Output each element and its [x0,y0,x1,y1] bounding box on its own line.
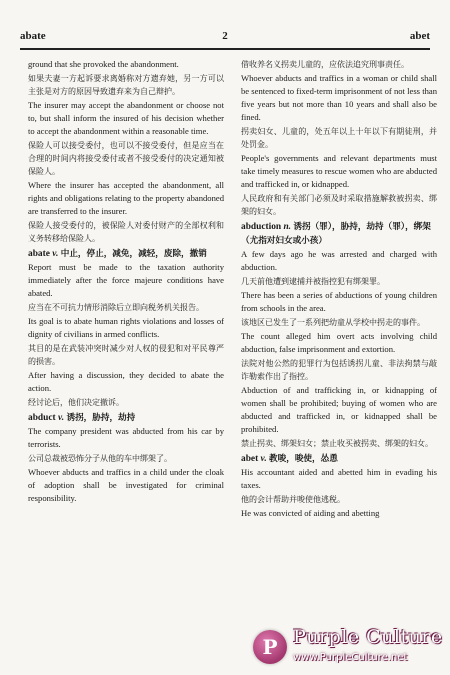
left-column [28,58,224,506]
chinese-translation: 借收养名义拐卖儿童的，应依法追究刑事责任。 [241,60,409,69]
dictionary-headword-entry [28,247,224,261]
headword: abduction [241,222,282,232]
english-example: Where the insurer has accepted the abandonment, all rights and obligations relating to the property abandoned are transferred to the insurer. [28,180,224,216]
english-example: The count alleged him overt acts involving child abduction, false imprisonment and extortion. [241,331,437,354]
chinese-translation: 他的会计帮助并唆使他逃税。 [241,495,345,504]
english-example: Whoever abducts and traffics in a child under the cloak of adoption shall be investigated for criminal responsibility. [28,467,224,503]
page-number: 2 [222,30,228,42]
english-example: The company president was abducted from his car by terrorists. [28,426,224,449]
part-of-speech: v. [52,249,59,259]
right-column [241,58,437,521]
chinese-translation: 几天前他遭到逮捕并被指控犯有绑架罪。 [241,277,385,286]
publisher-watermark [253,626,443,670]
english-example: His accountant aided and abetted him in evading his taxes. [241,467,437,490]
chinese-translation: 保险人可以接受委付，也可以不接受委付，但是应当在合理的时间内将接受委付或者不接受委付的决定通知被保险人。 [28,141,224,176]
chinese-translation: 应当在不可抗力情形消除后立即向税务机关报告。 [28,303,204,312]
english-example: ground that she provoked the abandonment. [28,59,179,69]
english-example: Abduction of and trafficking in, or kidnapping of women shall be prohibited; buying of women who are abducted and trafficked in, or kidnapped shall be prohibited. [241,385,437,434]
part-of-speech: v. [57,413,65,423]
english-example: A few days ago he was arrested and charged with abduction. [241,249,437,272]
chinese-gloss: 教唆，唆使，怂恿 [269,454,338,464]
chinese-translation: 其目的是在武装冲突时减少对人权的侵犯和对平民尊严的损害。 [28,344,224,366]
english-example: Report must be made to the taxation authority immediately after the force majeure conditions have abated. [28,262,224,298]
chinese-translation: 保险人接受委付的，被保险人对委付财产的全部权利和义务转移给保险人。 [28,221,224,243]
chinese-translation: 公司总裁被恐怖分子从他的车中绑架了。 [28,454,172,463]
english-example: He was convicted of aiding and abetting [241,508,380,518]
english-example: After having a discussion, they decided to abate the action. [28,370,224,393]
english-example: Whoever abducts and traffics in a woman or child shall be sentenced to fixed-term imprisonment of not less than five years but not more than 10 years and shall also be fined. [241,73,437,122]
headword: abate [28,249,50,259]
chinese-translation: 人民政府和有关部门必须及时采取措施解救被拐卖、绑架的妇女。 [241,194,437,216]
chinese-translation: 法院对他公然的犯罪行为包括诱拐儿童、非法拘禁与敲诈勒索作出了指控。 [241,359,437,381]
headword: abduct [28,413,56,423]
chinese-translation: 拐卖妇女、儿童的，处五年以上十年以下有期徒刑，并处罚金。 [241,127,437,149]
english-example: The insurer may accept the abandonment or choose not to, but shall inform the insured of his decision whether to accept the abandonment within a reasonable time. [28,100,224,136]
dictionary-headword-entry [241,220,437,248]
chinese-translation: 禁止拐卖、绑架妇女；禁止收买被拐卖、绑架的妇女。 [241,439,433,448]
english-example: People's governments and relevant departments must take timely measures to rescue women who are abducted and trafficked in, or kidnapped. [241,153,437,189]
running-header [20,30,430,46]
part-of-speech: n. [283,222,292,232]
watermark-logo-icon: P [253,630,287,664]
headword: abet [241,454,259,464]
english-example: Its goal is to abate human rights violations and losses of dignity of civilians in armed conflicts. [28,316,224,339]
watermark-title: Purple Culture [293,626,443,648]
header-guide-word-right: abet [409,30,430,42]
english-example: There has been a series of abductions of young children from schools in the area. [241,290,437,313]
chinese-translation: 该地区已发生了一系列把幼童从学校中拐走的事件。 [241,318,425,327]
watermark-url: www.PurpleCulture.net [293,652,408,663]
dictionary-headword-entry [241,452,437,466]
chinese-gloss: 诱拐，胁持，劫持 [66,413,136,423]
part-of-speech: v. [260,454,267,464]
chinese-gloss: 诱拐（罪），胁持，劫持（罪），绑架（尤指对妇女或小孩） [241,222,431,246]
chinese-translation: 经讨论后，他们决定撤诉。 [28,398,124,407]
header-guide-word-left: abate [20,30,46,42]
chinese-gloss: 中止，停止，减免，减轻，废除，撤销 [60,249,207,259]
chinese-translation: 如果夫妻一方起诉要求离婚称对方遗弃她，另一方可以主张是对方的原因导致遗弃来为自己辩护。 [28,74,224,96]
dictionary-headword-entry [28,411,224,425]
header-rule [20,48,430,50]
